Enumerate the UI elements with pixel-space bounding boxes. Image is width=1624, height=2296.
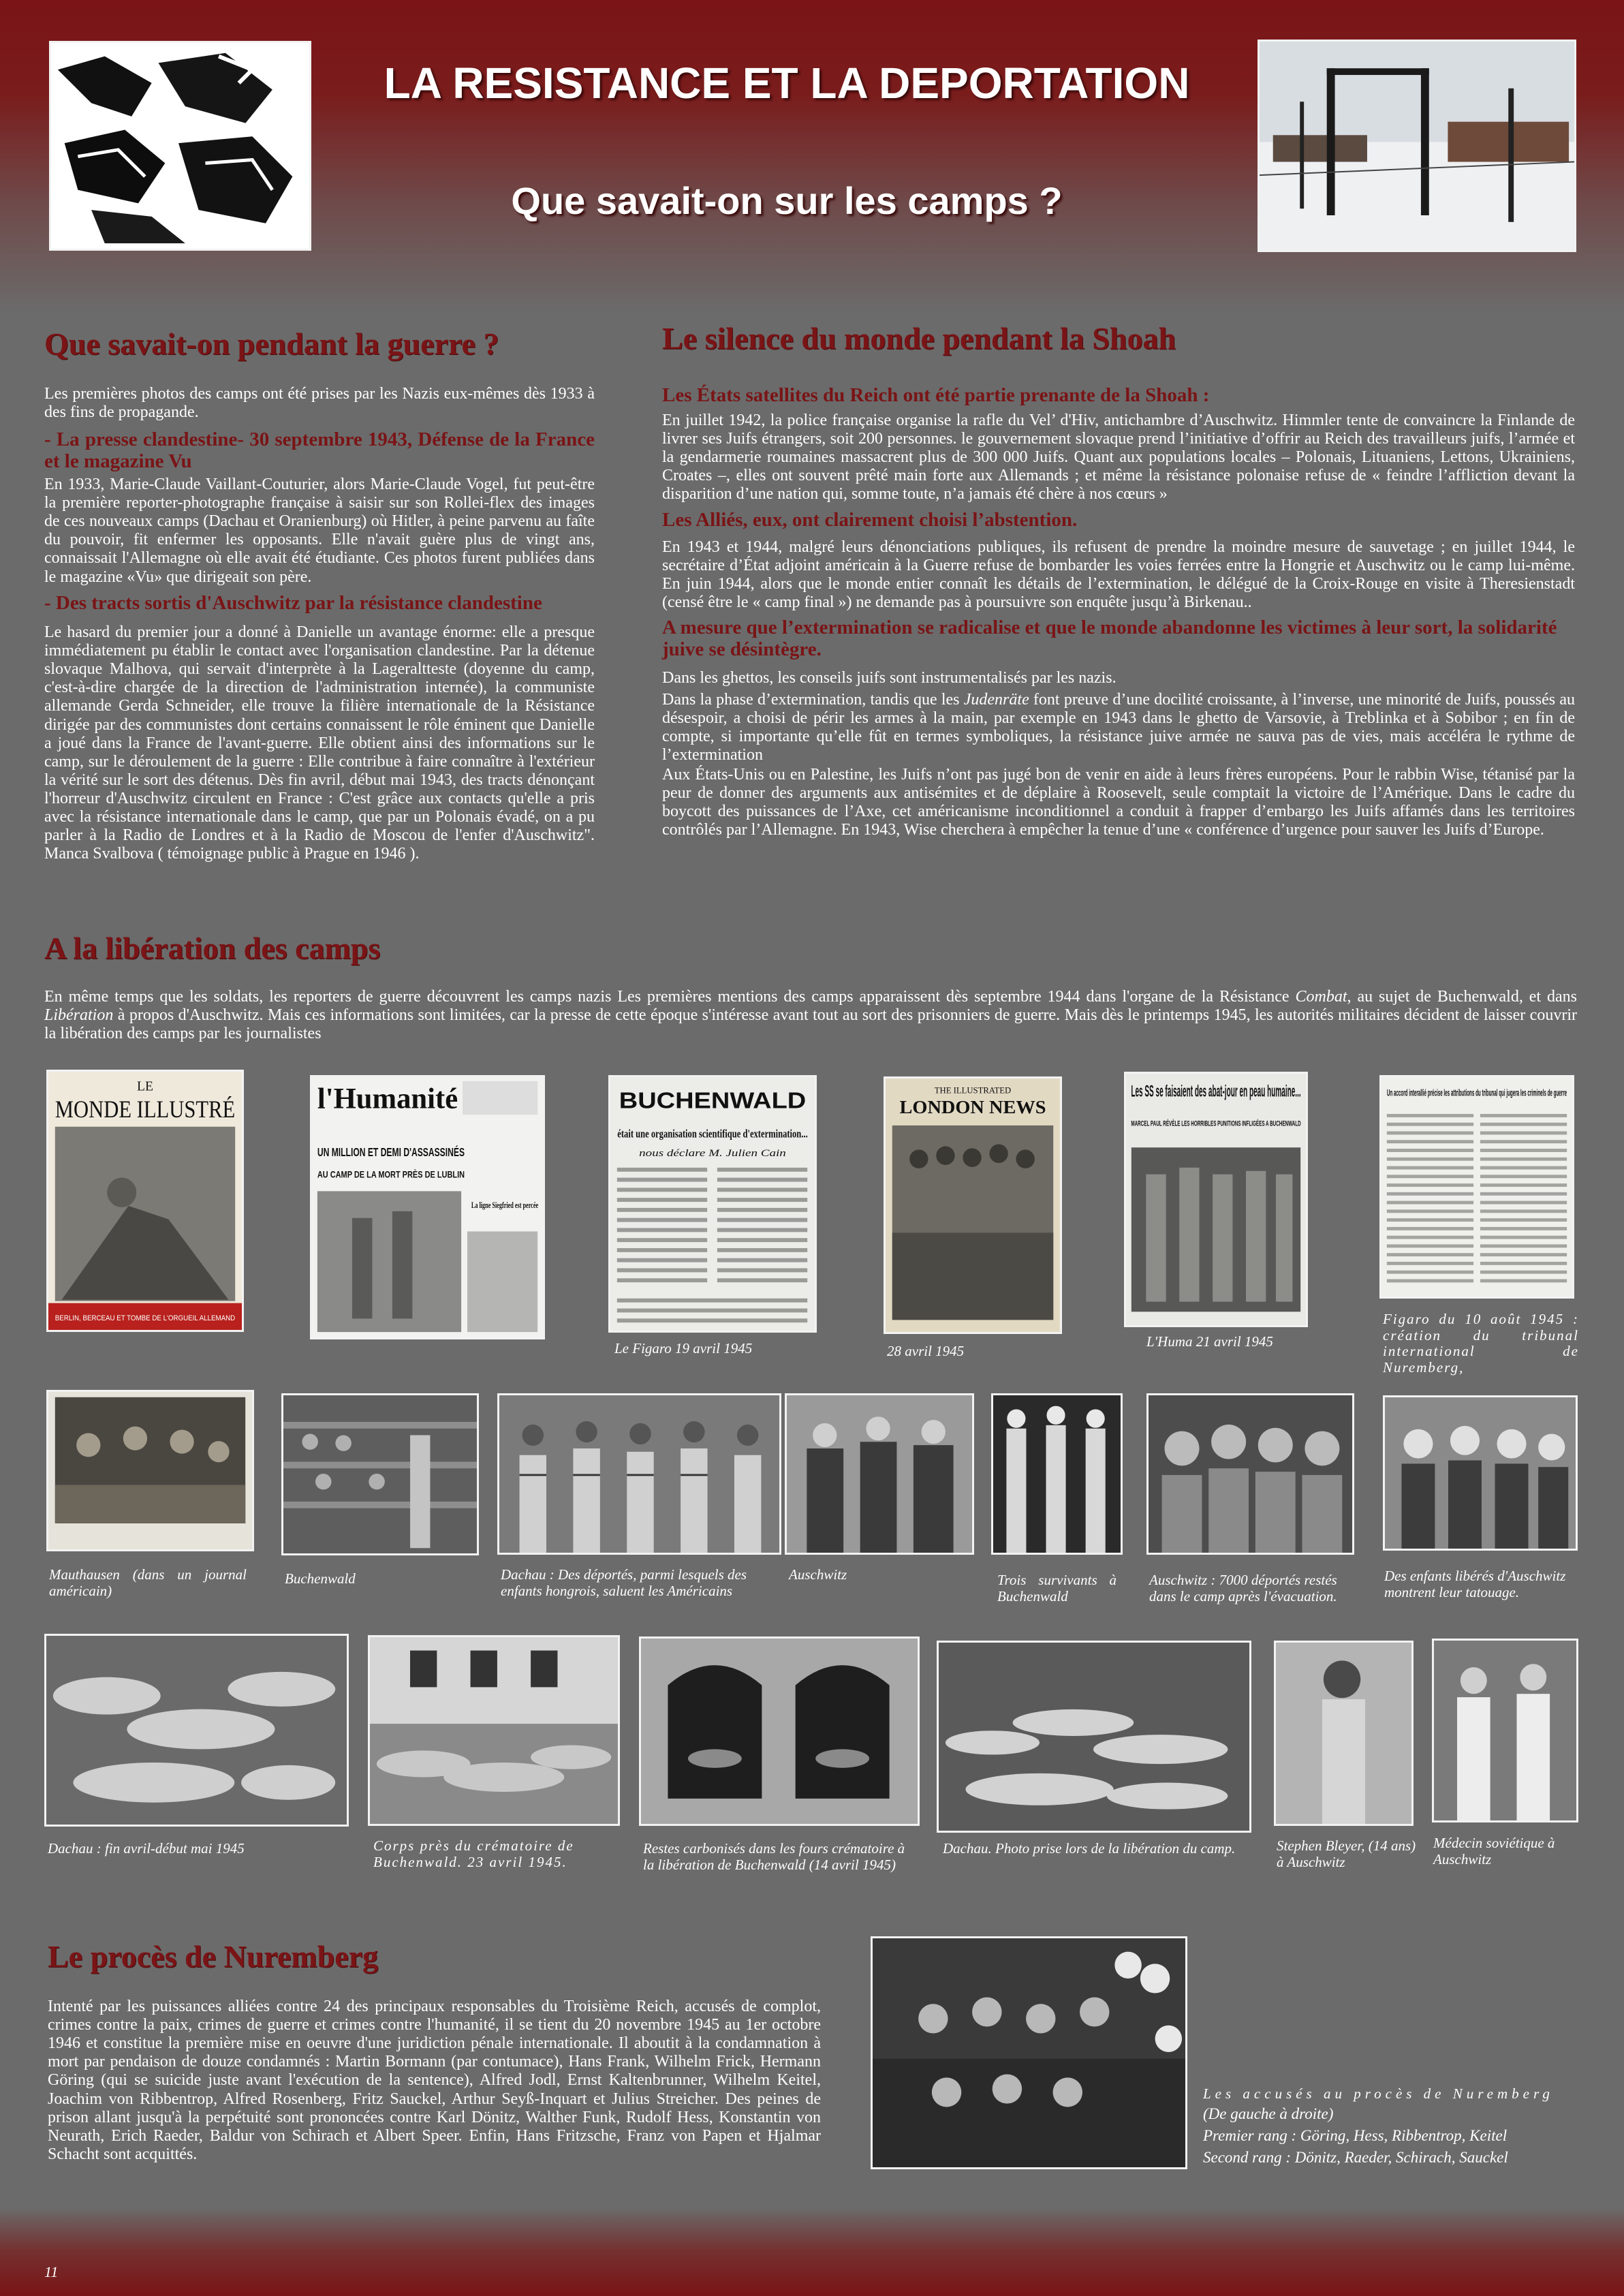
section-heading-liberation: A la libération des camps xyxy=(44,931,381,965)
caption-dachau-salute: Dachau : Des déportés, parmi lesquels des enfants hongrois, saluent les Américains xyxy=(501,1566,747,1599)
caption-crematorium-ovens: Restes carbonisés dans les fours crématoire à la libération de Buchenwald (14 avril 1945) xyxy=(643,1840,905,1873)
huma-side: La ligne Siegfried est percée xyxy=(471,1200,539,1210)
huma-headline: UN MILLION ET DEMI D'ASSASSINÉS xyxy=(317,1145,533,1160)
photo-auschwitz-7000 xyxy=(1146,1393,1354,1555)
ss-sub: MARCEL PAUL RÉVÈLE LES HORRIBLES PUNITIONS INFLIGÉES A BUCHENWALD xyxy=(1131,1119,1420,1128)
photo-crematorium-bodies xyxy=(368,1635,620,1826)
ss-head: Les SS se faisaient des abat-jour en peau humaine... xyxy=(1131,1082,1301,1100)
huma-masthead: l'Humanité xyxy=(317,1082,458,1115)
section-heading-nuremberg: Le procès de Nuremberg xyxy=(48,1939,379,1974)
page-number: 11 xyxy=(44,2263,59,2280)
photo-stephen-bleyer xyxy=(1274,1641,1414,1826)
photo-dachau-bodies xyxy=(44,1634,349,1827)
caption-auschwitz: Auschwitz xyxy=(789,1566,847,1583)
nuremberg-text: Intenté par les puissances alliées contre 24 des principaux responsables du Troisième Reich, accusés de complot, crimes contre la paix, crimes de guerre et crimes contre l'humanité, il se tient du 20 novembre 1945 au 1er octobre 1946 et constitue la première mise en oeuvre d'une juridiction pénale internationale. Il aboutit à la condamnation à mort par pendaison de douze condamnés : Martin Bormann (par contumace), Hans Frank, Wilhelm Frick, Hermann Göring (qui se suicide juste avant l'exécution de la sentence), Alfred Jodl, Ernst Kaltenbrunner, Wilhelm Keitel, Joachim von Ribbentrop, Alfred Rosenberg, Fritz Sauckel, Arthur Seyß-Inquart et Julius Streicher. Des peines de prison allant jusqu'à la perpétuité sont prononcées contre Karl Dönitz, Walther Funk, Rudolf Hess, Konstantin von Neurath, Erich Raeder, Baldur von Schirach et Albert Speer. Enfin, Hans Fritzsche, Franz von Papen et Hjalmar Schacht sont acquittés. xyxy=(48,1998,821,2163)
caption-soviet-doctor: Médecin soviétique à Auschwitz xyxy=(1433,1835,1555,1867)
london-masthead-small: THE ILLUSTRATED xyxy=(934,1085,1012,1096)
monde-masthead: MONDE ILLUSTRÉ xyxy=(54,1096,236,1123)
page-subtitle: Que savait-on sur les camps ? xyxy=(511,179,1063,222)
caption-auschwitz-7000: Auschwitz : 7000 déportés restés dans le camp après l'évacuation. xyxy=(1149,1572,1337,1604)
section-heading-silence: Le silence du monde pendant la Shoah xyxy=(662,321,1176,356)
page-title: LA RESISTANCE ET LA DEPORTATION xyxy=(384,59,1190,108)
newspaper-figaro-buchenwald-image xyxy=(608,1075,817,1333)
section-heading-war: Que savait-on pendant la guerre ? xyxy=(44,326,499,361)
newspaper-figaro-accord-image xyxy=(1379,1075,1574,1299)
left-vaillant-text: En 1933, Marie-Claude Vaillant-Couturier, alors Marie-Claude Vogel, fut peut-être la première reporter-photographe française à saisir sur son Rollei-flex des images de ces nouveaux camps (Dachau et Oranienburg) où Hitler, à peine parvenu au faîte du pouvoir, fit enfermer les opposants. Elle n'avait guère plus de vingt ans, connaissait l'Allemagne où elle avait été étudiante. Ces photos furent publiées dans le magazine «Vu» que dirigeait son père. xyxy=(44,476,595,586)
left-subheading-tracts: - Des tracts sortis d'Auschwitz par la résistance clandestine xyxy=(44,592,542,614)
left-intro-text: Les premières photos des camps ont été prises par les Nazis eux-mêmes dès 1933 à des fins de propagande. xyxy=(44,385,595,422)
right-satellites-text: En juillet 1942, la police française organise la rafle du Vel’ d'Hiv, antichambre d’Auschwitz. Himmler tente de convaincre la Finlande de livrer ses Juifs étrangers, soit 200 personnes. le gouvernement slovaque prend l’initiative d’offrir au Reich des travailleurs juifs, l’armée et la gendarmerie roumaines massacrent plus de 300 000 Juifs. Quant aux populations locales – Polonais, Lituaniens, Lettons, Ukrainiens, Croates –, elles ont souvent prêté main forte aux Allemands ; et même la résistance polonaise refuse de « feindre l’affliction devant la disparition d’une nation qui, somme toute, n’a jamais été chère à nos cœurs » xyxy=(662,412,1575,503)
monde-masthead-small: LE xyxy=(137,1079,153,1094)
photo-dachau-liberation xyxy=(937,1641,1251,1833)
newspaper-huma-ss-image xyxy=(1124,1072,1420,1327)
photo-nuremberg-trial xyxy=(871,1936,1187,2169)
caption-nuremberg-line3: Premier rang : Göring, Hess, Ribbentrop, Keitel xyxy=(1203,2127,1508,2144)
left-auschwitz-text: Le hasard du premier jour a donné à Danielle un avantage énorme: elle a presque immédiatement pu établir le contact avec l'organisation clandestine. Par la détenue slovaque Malhova, qui servait d'interprète à la Lageraltteste (doyenne du camp, c'est-à-dire chargée de la direction de l'administration internée), la communiste allemande Gerda Schneider, elle trouve la filière internationale de la Résistance dirigée par des communistes dont certains connaissent le rôle éminent que Danielle a joué dans la France de l'avant-guerre. Elle obtient ainsi des informations sur le camp, sur le déroulement de la guerre : Elle contribue à faire connaître à l'extérieur la vérité sur le sort des détenus. Dès fin avril, début mai 1943, des tracts dénonçant l'horreur d'Auschwitz circulent en France : C'est grâce aux contacts qu'elle a pris avec la résistance internationale dans le camp, que par un Polonais évadé, on a pu parler à la Radio de Londres et à la Radio de Moscou de l'enfer d'Auschwitz". Manca Svalbova ( témoignage public à Prague en 1946 ). xyxy=(44,623,595,863)
caption-huma-21-avril: L'Huma 21 avril 1945 xyxy=(1146,1333,1273,1350)
caption-figaro-10-aout: Figaro du 10 août 1945 : création du tribunal international de Nuremberg, xyxy=(1383,1311,1579,1376)
caption-stephen-bleyer: Stephen Bleyer, (14 ans) à Auschwitz xyxy=(1277,1837,1416,1870)
photo-three-survivors xyxy=(991,1393,1123,1555)
caption-three-survivors: Trois survivants à Buchenwald xyxy=(997,1572,1116,1604)
huma-sub: AU CAMP DE LA MORT PRÈS DE LUBLIN xyxy=(317,1169,503,1180)
london-masthead: LONDON NEWS xyxy=(899,1097,1046,1118)
photo-dachau-salute xyxy=(497,1393,781,1555)
photo-crematorium-ovens xyxy=(639,1636,920,1826)
right-subheading-extermination: A mesure que l’extermination se radicalise et que le monde abandonne les victimes à leur sort, la solidarité juive se désintègre. xyxy=(662,617,1557,660)
caption-mauthausen: Mauthausen (dans un journal américain) xyxy=(49,1566,247,1599)
footer-band xyxy=(0,2207,1624,2296)
photo-buchenwald-bunks xyxy=(281,1393,479,1555)
right-allies-text: En 1943 et 1944, malgré leurs dénonciations publiques, ils refusent de prendre la moindre mesure de sauvetage ; en juillet 1944, le secrétaire d’État adjoint américain à la Guerre refuse de bombarder les voies ferrées entre la Hongrie et Auschwitz ou le camp lui-même. En juin 1944, alors que le monde entier connaît les détails de l’extermination, le délégué de la Croix-Rouge en visite à Theresienstadt (censé être le « camp final ») ne demande pas à poursuivre son enquête jusqu’à Birkenau.. xyxy=(662,538,1575,612)
photo-children-tattoos xyxy=(1383,1395,1578,1551)
caption-buchenwald: Buchenwald xyxy=(285,1570,356,1587)
right-subheading-satellites: Les États satellites du Reich ont été partie prenante de la Shoah : xyxy=(662,384,1210,406)
caption-nuremberg-line2: (De gauche à droite) xyxy=(1203,2105,1334,2122)
caption-children-tattoos: Des enfants libérés d'Auschwitz montrent leur tatouage. xyxy=(1384,1568,1566,1600)
right-subheading-allies: Les Alliés, eux, ont clairement choisi l’abstention. xyxy=(662,509,1078,531)
caption-dachau-april-may: Dachau : fin avril-début mai 1945 xyxy=(48,1840,245,1857)
caption-nuremberg-line4: Second rang : Dönitz, Raeder, Schirach, Sauckel xyxy=(1203,2149,1508,2166)
monde-footer: BERLIN, BERCEAU ET TOMBE DE L'ORGUEIL ALLEMAND xyxy=(54,1314,236,1323)
liberation-intro-text: En même temps que les soldats, les reporters de guerre découvrent les camps nazis Les premières mentions des camps apparaissent dès septembre 1944 dans l'organe de la Résistance Combat, au sujet de Buchenwald, et dans Libération à propos d'Auschwitz. Mais ces informations sont limitées, car la presse de cette époque s'intéresse avant tout au sort des prisonniers de guerre. Mais dès le printemps 1945, les autorités militaires décident de laisser couvrir la libération des camps par les journalistes xyxy=(44,988,1577,1043)
right-ghettos-text: Dans les ghettos, les conseils juifs sont instrumentalisés par les nazis. xyxy=(662,669,1116,687)
caption-dachau-liberation: Dachau. Photo prise lors de la libération du camp. xyxy=(943,1840,1236,1857)
buch-head: était une organisation scientifique d'extermination... xyxy=(617,1127,808,1141)
photo-auschwitz-survivors xyxy=(785,1393,974,1555)
accord-head: Un accord interallié précise les attributions du tribunal qui jugera les criminels de guerre xyxy=(1386,1087,1567,1098)
caption-28-avril: 28 avril 1945 xyxy=(887,1343,965,1359)
caption-nuremberg-line1: Les accusés au procès de Nuremberg xyxy=(1203,2085,1554,2102)
newspaper-monde-illustre-image xyxy=(46,1070,244,1332)
buch-masthead: BUCHENWALD xyxy=(619,1088,807,1114)
photo-soviet-doctor xyxy=(1432,1639,1578,1822)
newspaper-illustrated-london-news-image xyxy=(884,1076,1062,1334)
buch-by: nous déclare M. Julien Cain xyxy=(639,1148,786,1160)
photo-mauthausen xyxy=(46,1390,254,1551)
newspaper-humanite-image xyxy=(310,1075,545,1339)
caption-crematorium-bodies: Corps près du crématoire de Buchenwald. 23 avril 1945. xyxy=(373,1837,574,1870)
right-usa-text: Aux États-Unis ou en Palestine, les Juifs n’ont pas jugé bon de venir en aide à leurs frères européens. Pour le rabbin Wise, tétanisé par la peur de donner des arguments aux antisémites et de déplaire à Roosevelt, seule comptait la victoire de l’Amérique. Dans le cadre du boycott des puissances de l’Axe, cet américanisme inconditionnel a conduit à frapper d’embargo les Juifs affamés dans les territoires contrôlés par l’Allemagne. En 1943, Wise cherchera à empêcher la tenue d’une « conférence d’urgence pour sauver les Juifs d’Europe. xyxy=(662,766,1575,839)
right-judenrate-text: Dans la phase d’extermination, tandis que les Judenräte font preuve d’une docilité croissante, à l’inverse, une minorité de Juifs, poussés au désespoir, a choisi de périr les armes à la main, par exemple en 1943 dans le ghetto de Varsovie, à Treblinka et à Sobibor ; en fin de compte, si importante qu’elle fût en termes symboliques, la résistance juive armée ne sauva pas de vies, mais accéléra le rythme de l’extermination xyxy=(662,691,1575,764)
caption-figaro-19-avril: Le Figaro 19 avril 1945 xyxy=(614,1340,753,1356)
left-subheading-press: - La presse clandestine- 30 septembre 1943, Défense de la France et le magazine Vu xyxy=(44,429,595,472)
